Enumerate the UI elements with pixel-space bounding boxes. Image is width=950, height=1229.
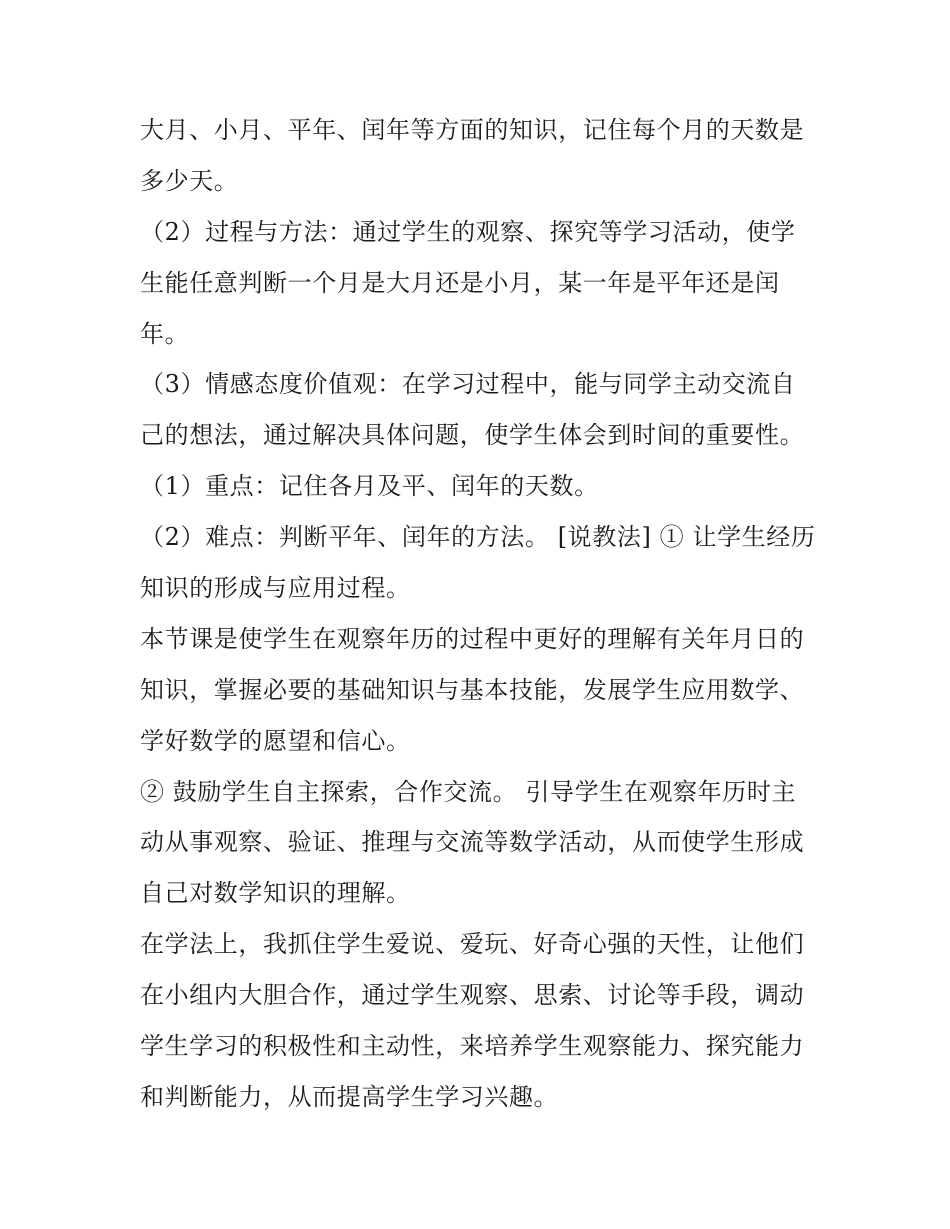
text-line: 动从事观察、验证、推理与交流等数学活动，从而使学生形成 [140,828,805,857]
text-line: 生能任意判断一个月是大月还是小月，某一年是平年还是闰 [140,268,780,297]
document-body [140,105,820,1123]
text-line: 在小组内大胆合作，通过学生观察、思索、讨论等手段，调动 [140,981,805,1010]
text-line: 学生学习的积极性和主动性，来培养学生观察能力、探究能力 [140,1032,805,1061]
text-line: 自己对数学知识的理解。 [140,879,411,908]
text-line: （2）难点：判断平年、闰年的方法。 [说教法] ① 让学生经历 [140,523,816,552]
text-line: 己的想法，通过解决具体问题，使学生体会到时间的重要性。 [140,421,805,450]
text-line: ② 鼓励学生自主探索，合作交流。 引导学生在观察年历时主 [140,777,797,806]
text-line: 学好数学的愿望和信心。 [140,726,411,755]
text-line: 年。 [140,319,190,348]
text-line: 在学法上，我抓住学生爱说、爱玩、好奇心强的天性，让他们 [140,930,805,959]
text-line: 知识，掌握必要的基础知识与基本技能，发展学生应用数学、 [140,675,805,704]
text-line: （3）情感态度价值观：在学习过程中，能与同学主动交流自 [140,370,796,399]
text-line: 大月、小月、平年、闰年等方面的知识，记住每个月的天数是 [140,116,805,144]
text-line: 多少天。 [140,166,239,195]
text-line: 本节课是使学生在观察年历的过程中更好的理解有关年月日的 [140,624,805,653]
text-line: 知识的形成与应用过程。 [140,574,411,603]
text-line: 和判断能力，从而提高学生学习兴趣。 [140,1082,559,1111]
text-line: （1）重点：记住各月及平、闰年的天数。 [140,472,599,501]
text-line: （2）过程与方法：通过学生的观察、探究等学习活动，使学 [140,217,796,246]
